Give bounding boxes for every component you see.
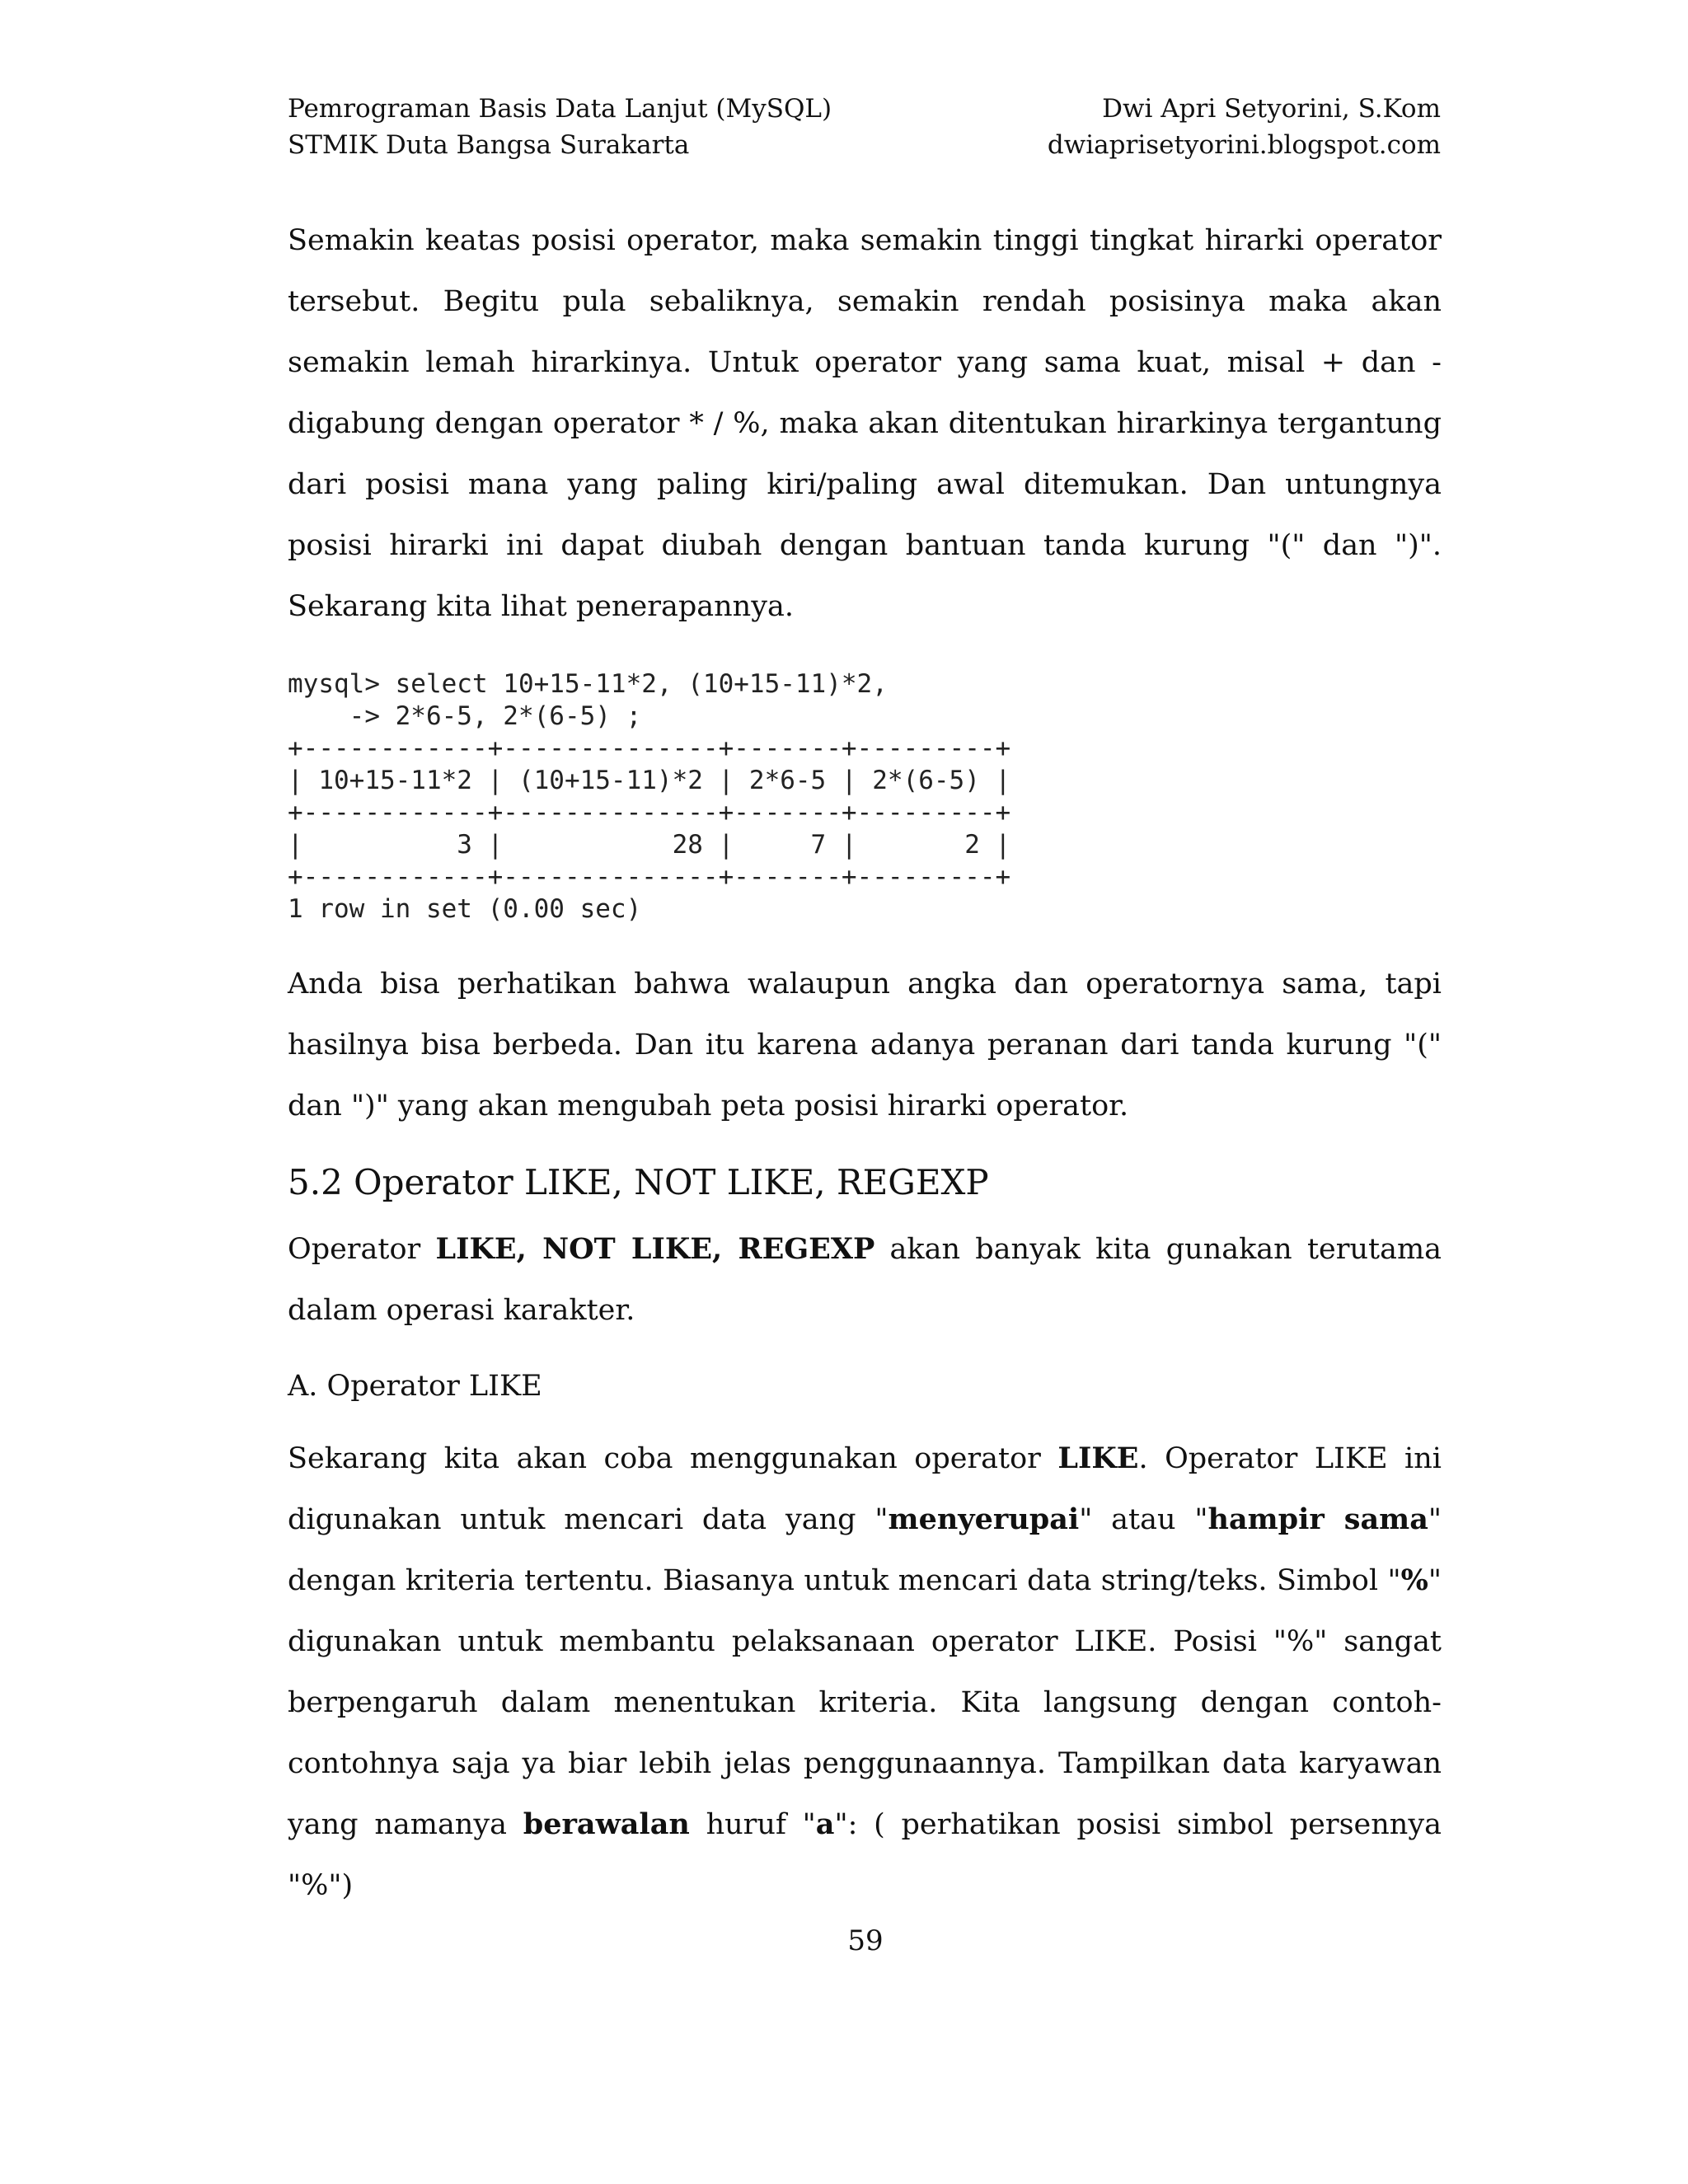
code-block-select: mysql> select 10+15-11*2, (10+15-11)*2, -> 2*6-5, 2*(6-5) ; +------------+--------------+-------+---------+ | 10+15-11*2 | (10+15-11)*2 | 2*6-5 | 2*(6-5) | +------------+--------------+-------+---------+ | 3 | 28 | 7 | 2 | +------------+--------------+-------+---------+ 1 row in set (0.00 sec) [288,669,1011,924]
paragraph-like-explanation: Sekarang kita akan coba menggunakan operator LIKE. Operator LIKE ini digunakan untuk mencari data yang "menyerupai" atau "hampir sama" dengan kriteria tertentu. Biasanya untuk mencari data string/teks. Simbol "%" digunakan untuk membantu pelaksanaan operator LIKE. Posisi "%" sangat berpengaruh dalam menentukan kriteria. Kita langsung dengan contoh-contohnya saja ya biar lebih jelas penggunaannya. Tampilkan data karyawan yang namanya berawalan huruf "a": ( perhatikan posisi simbol persennya "%") [288,1441,1442,1902]
header-left [288,91,832,163]
paragraph-like-intro: Operator LIKE, NOT LIKE, REGEXP akan banyak kita gunakan terutama dalam operasi karakter. [288,1232,1442,1327]
page-content [288,210,1442,1916]
header-course-title: Pemrograman Basis Data Lanjut (MySQL) [288,94,832,124]
page-number: 59 [847,1924,884,1957]
subsection-title: A. Operator LIKE [288,1370,542,1403]
paragraph-parentheses-effect: Anda bisa perhatikan bahwa walaupun angka dan operatornya sama, tapi hasilnya bisa berbeda. Dan itu karena adanya peranan dari tanda kurung "(" dan ")" yang akan mengubah peta posisi hirarki operator. [288,968,1442,1122]
header-right [1048,91,1441,163]
header-author: Dwi Apri Setyorini, S.Kom [1102,94,1441,124]
section-title: 5.2 Operator LIKE, NOT LIKE, REGEXP [288,1162,989,1202]
paragraph-operator-hierarchy: Semakin keatas posisi operator, maka semakin tinggi tingkat hirarki operator tersebut. Begitu pula sebaliknya, semakin rendah posisinya maka akan semakin lemah hirarkinya. Untuk operator yang sama kuat, misal + dan - digabung dengan operator * / %, maka akan ditentukan hirarkinya tergantung dari posisi mana yang paling kiri/paling awal ditemukan. Dan untungnya posisi hirarki ini dapat diubah dengan bantuan tanda kurung "(" dan ")". Sekarang kita lihat penerapannya. [288,224,1442,623]
header-blog: dwiaprisetyorini.blogspot.com [1047,130,1441,160]
header-institution: STMIK Duta Bangsa Surakarta [288,130,690,160]
